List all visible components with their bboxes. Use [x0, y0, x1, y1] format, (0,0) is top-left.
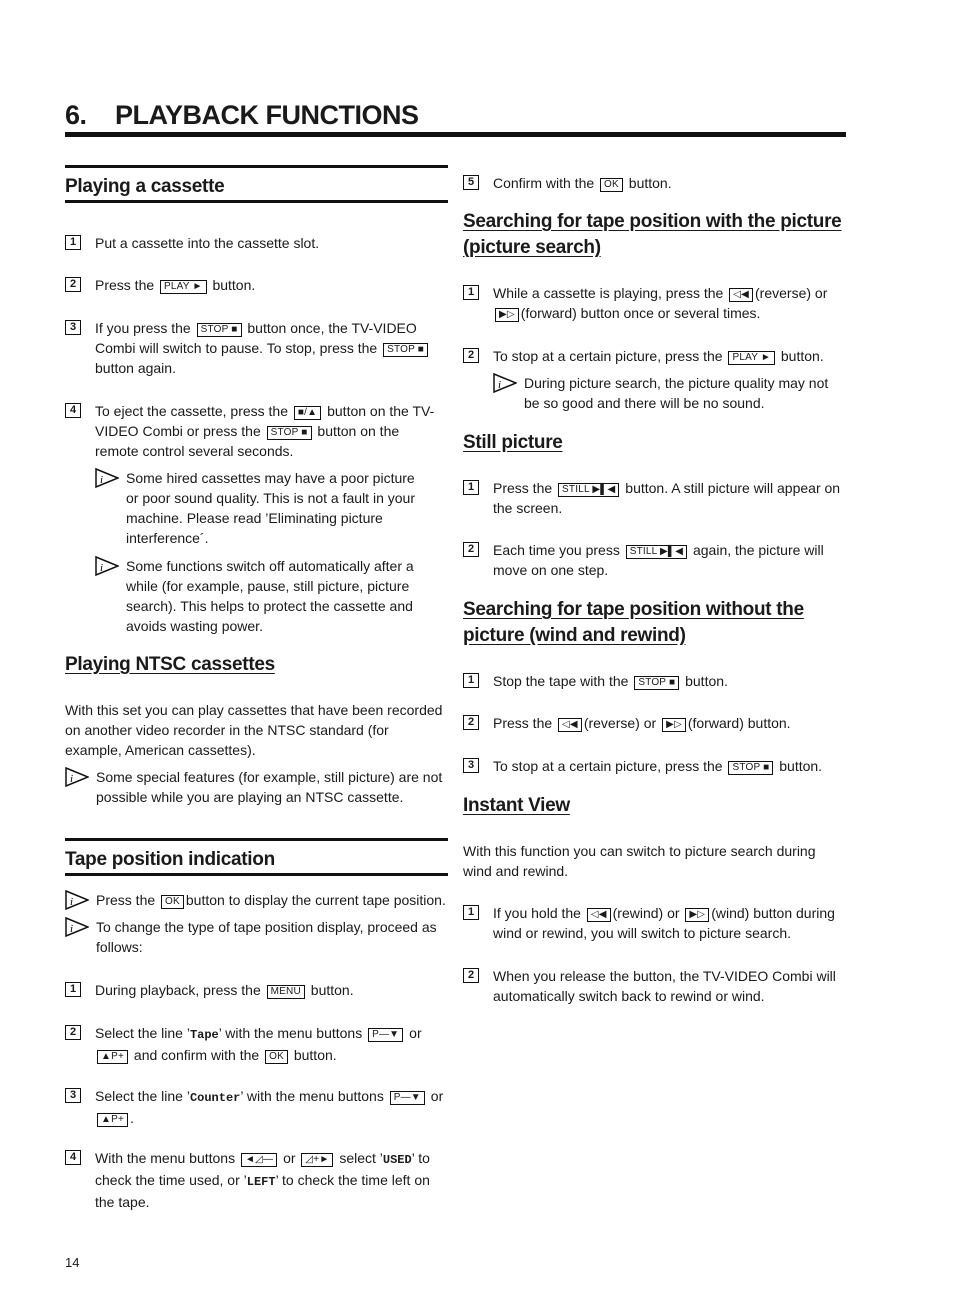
heading-picture-search: Searching for tape position with the picture (picture search) — [463, 211, 842, 258]
heading-instant-view: Instant View — [463, 795, 570, 816]
ntsc-paragraph: With this set you can play cassettes that have been recorded on another video recorder in the NTSC standard (for example, American cassettes). — [65, 702, 443, 758]
play-key: PLAY ► — [160, 280, 207, 294]
p-plus-key: ▲P+ — [97, 1113, 128, 1127]
fast-forward-key: ▶▷ — [495, 308, 519, 322]
info-triangle-icon — [65, 917, 89, 939]
svg-text:i: i — [70, 896, 74, 908]
ok-key: OK — [265, 1050, 288, 1064]
ok-key: OK — [600, 178, 623, 192]
svg-text:i: i — [100, 474, 104, 486]
svg-text:i: i — [100, 562, 104, 574]
rewind-key: ◁◀ — [558, 718, 582, 732]
menu-key: MENU — [267, 985, 305, 999]
heading-playing-ntsc: Playing NTSC cassettes — [65, 654, 275, 675]
info-triangle-icon — [493, 373, 517, 395]
right-plus-key: ◿+► — [301, 1153, 333, 1167]
p-minus-key: P—▼ — [368, 1028, 403, 1042]
still-key: STILL ▶▌◀ — [558, 483, 619, 497]
heading-wind-rewind: Searching for tape position without the picture (wind and rewind) — [463, 599, 804, 646]
info-triangle-icon — [65, 767, 89, 789]
stop-key: STOP ■ — [634, 676, 679, 690]
ok-key: OK — [161, 895, 184, 909]
chapter-number: 6. — [65, 100, 87, 130]
svg-text:i: i — [70, 773, 74, 785]
still-key: STILL ▶▌◀ — [626, 545, 687, 559]
chapter-title-text: PLAYBACK FUNCTIONS — [115, 100, 419, 130]
info-triangle-icon — [95, 556, 119, 578]
section-heading-playing-cassette: Playing a cassette — [65, 165, 448, 203]
rewind-key: ◁◀ — [587, 908, 611, 922]
section-heading-tape-position: Tape position indication — [65, 838, 448, 876]
svg-text:i: i — [70, 923, 74, 935]
heading-still-picture: Still picture — [463, 432, 563, 453]
info-triangle-icon — [65, 890, 89, 912]
svg-text:i: i — [498, 379, 502, 391]
stop-key: STOP ■ — [267, 426, 312, 440]
eject-key: ■/▲ — [294, 406, 321, 420]
p-plus-key: ▲P+ — [97, 1050, 128, 1064]
rewind-key: ◁◀ — [729, 288, 753, 302]
stop-key: STOP ■ — [383, 343, 428, 357]
page-number: 14 — [65, 1255, 80, 1270]
chapter-title — [65, 98, 846, 137]
stop-key: STOP ■ — [197, 323, 242, 337]
instant-view-paragraph: With this function you can switch to picture search during wind and rewind. — [463, 843, 816, 879]
info-triangle-icon — [95, 468, 119, 490]
p-minus-key: P—▼ — [390, 1091, 425, 1105]
play-key: PLAY ► — [728, 351, 775, 365]
left-minus-key: ◄◿— — [241, 1153, 277, 1167]
stop-key: STOP ■ — [728, 761, 773, 775]
fast-forward-key: ▶▷ — [662, 718, 686, 732]
fast-forward-key: ▶▷ — [685, 908, 709, 922]
